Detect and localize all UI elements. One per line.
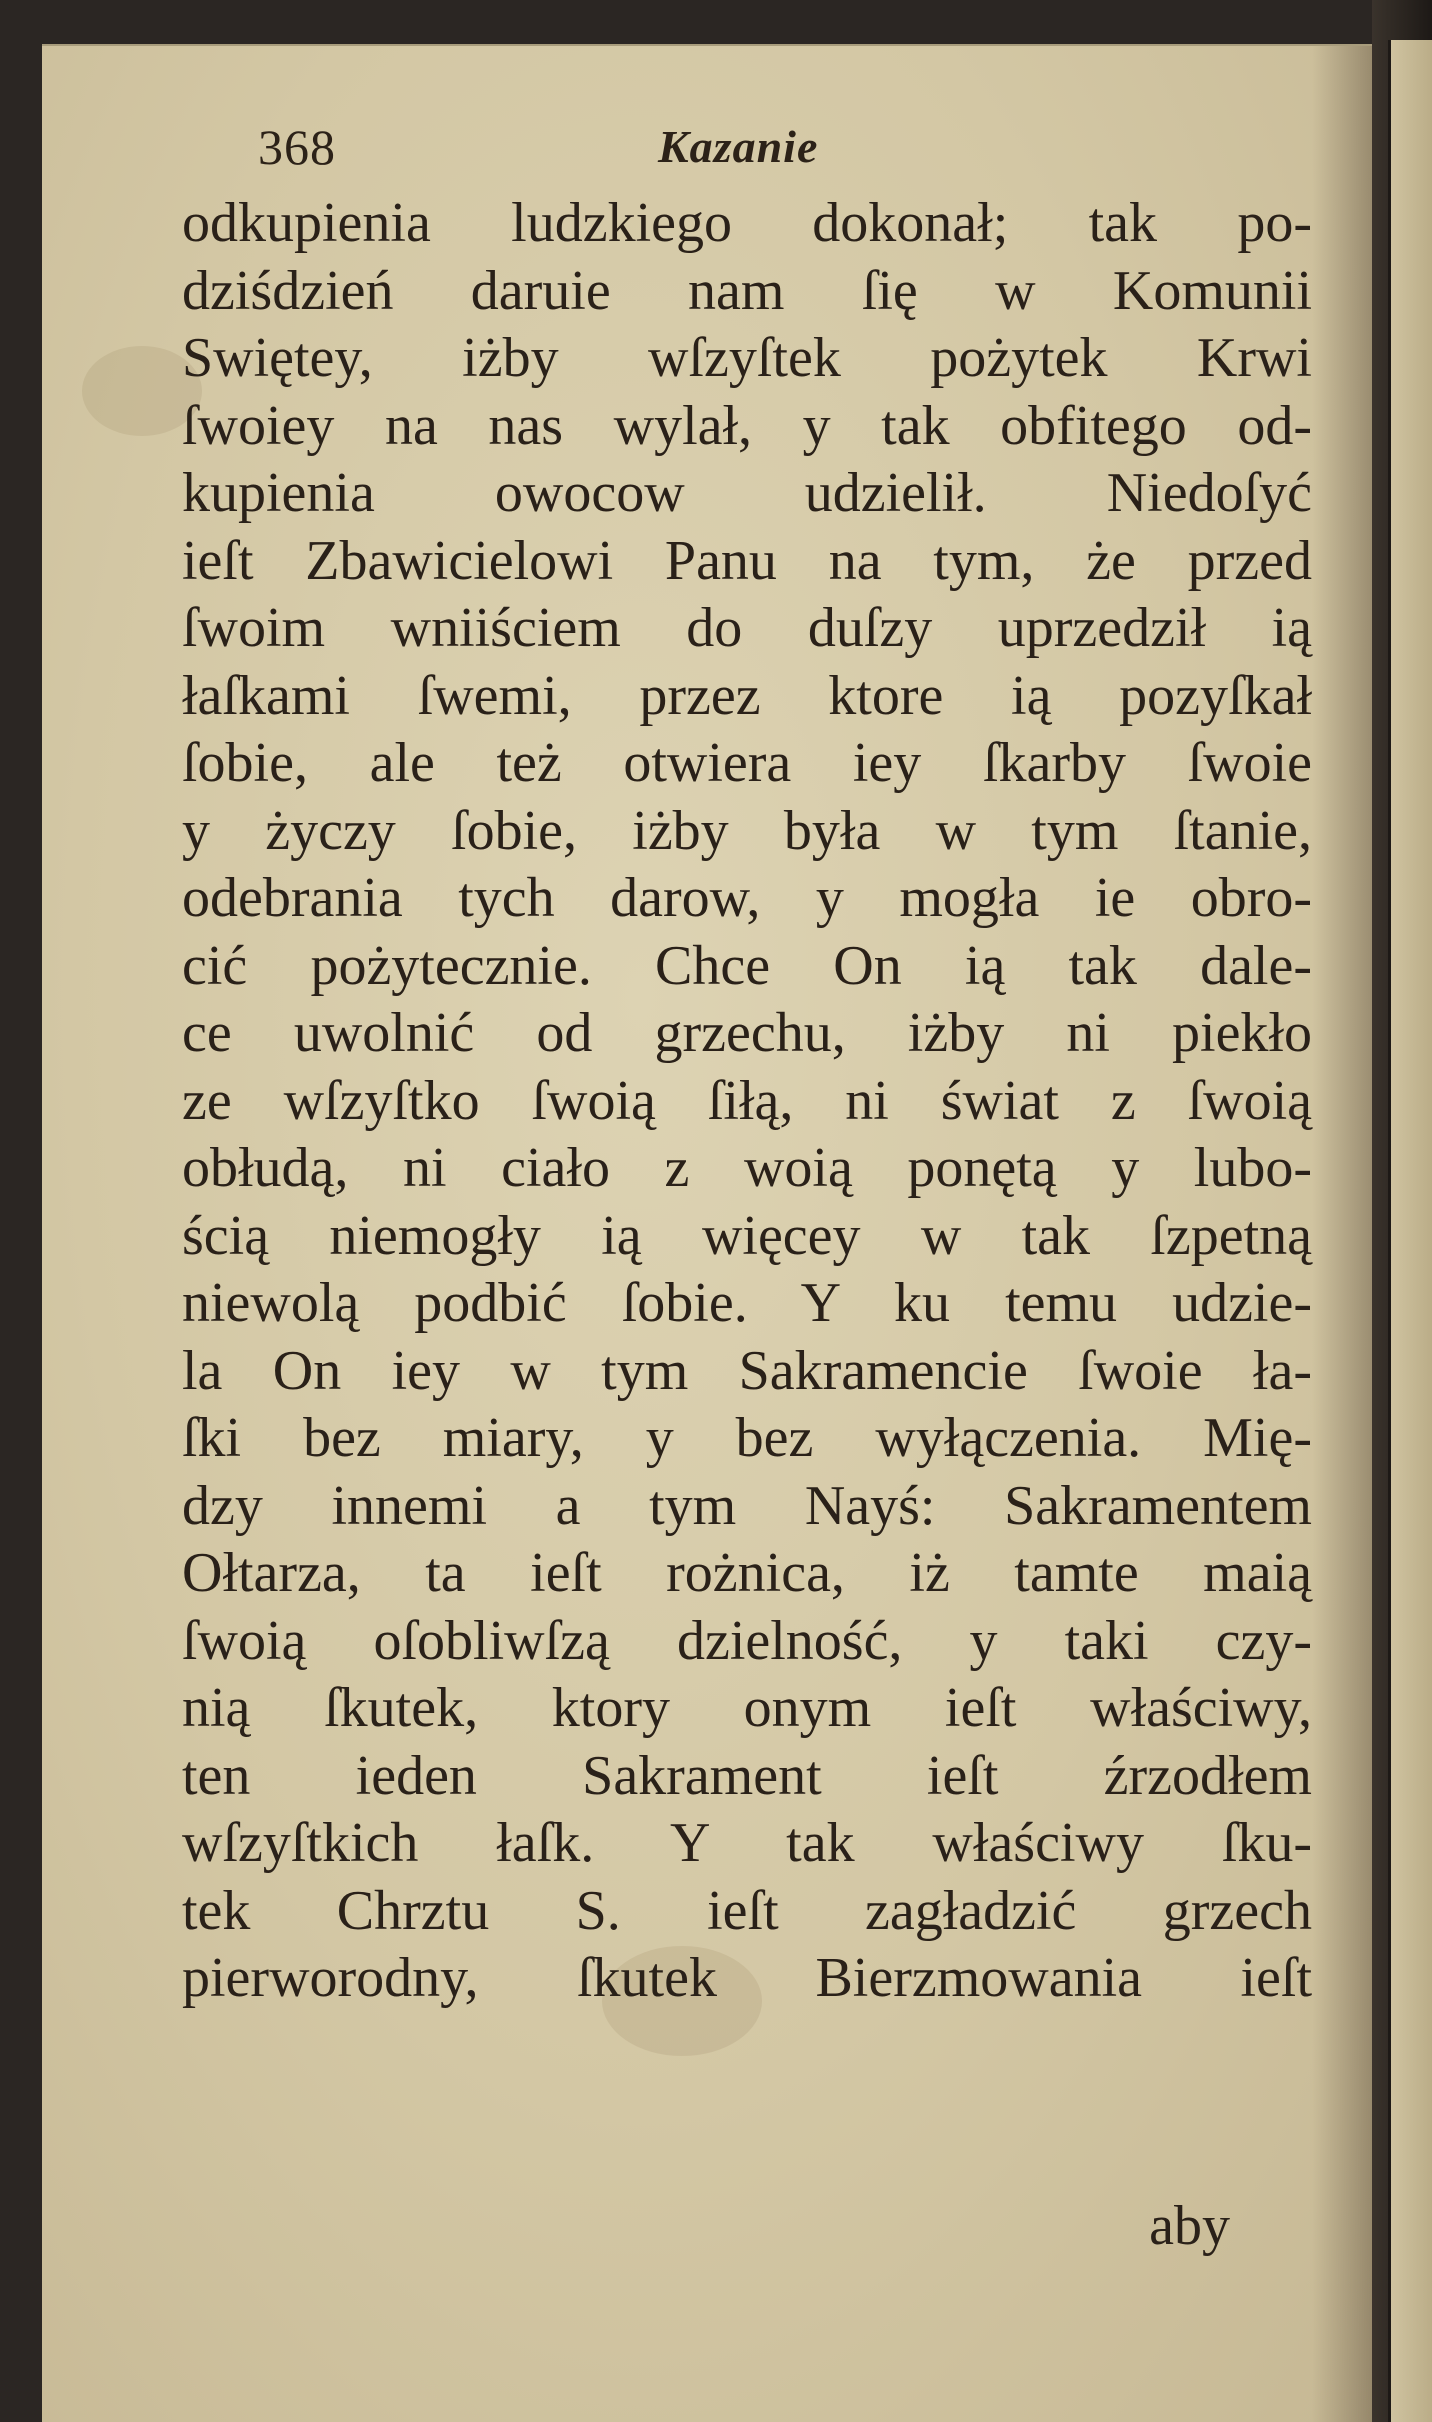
text-line: Ołtarza, ta ieſt rożnica, iż tamte maią xyxy=(182,1542,1312,1604)
text-line: ſwoiey na nas wylał, y tak obfitego od- xyxy=(182,394,1312,457)
text-line: ſwoim wniiściem do duſzy uprzedził ią xyxy=(182,597,1312,659)
text-line: ſwoią oſobliwſzą dzielność, y taki czy- xyxy=(182,1609,1312,1672)
text-line: Swiętey, iżby wſzyſtek pożytek Krwi xyxy=(182,327,1312,389)
text-line: nią ſkutek, ktory onym ieſt właściwy, xyxy=(182,1677,1312,1739)
text-line: y życzy ſobie, iżby była w tym ſtanie, xyxy=(182,799,1312,862)
text-line: ścią niemogły ią więcey w tak ſzpetną xyxy=(182,1204,1312,1267)
text-line: pierworodny, ſkutek Bierzmowania ieſt xyxy=(182,1947,1312,2009)
running-title: Kazanie xyxy=(658,121,819,172)
text-line: cić pożytecznie. Chce On ią tak dale- xyxy=(182,934,1312,997)
text-line: ten ieden Sakrament ieſt źrzodłem xyxy=(182,1744,1312,1807)
text-line: ſki bez miary, y bez wyłączenia. Mię- xyxy=(182,1407,1312,1469)
page-shadow xyxy=(1312,46,1372,2422)
text-line: ce uwolnić od grzechu, iżby ni piekło xyxy=(182,1002,1312,1064)
catchword-row xyxy=(182,2194,1230,2258)
catchword: aby xyxy=(1149,2195,1230,2257)
running-head xyxy=(258,118,958,198)
next-page-edge xyxy=(1388,40,1432,2422)
body-text xyxy=(182,190,1312,2013)
text-line: ze wſzyſtko ſwoią ſiłą, ni świat z ſwoią xyxy=(182,1069,1312,1132)
text-line: la On iey w tym Sakramencie ſwoie ła- xyxy=(182,1339,1312,1402)
text-line: łaſkami ſwemi, przez ktore ią pozyſkał xyxy=(182,664,1312,727)
text-line: odkupienia ludzkiego dokonał; tak po- xyxy=(182,192,1312,254)
text-line: tek Chrztu S. ieſt zagładzić grzech xyxy=(182,1879,1312,1942)
text-line: obłudą, ni ciało z woią ponętą y lubo- xyxy=(182,1137,1312,1199)
text-line: ieſt Zbawicielowi Panu na tym, że przed xyxy=(182,529,1312,592)
text-line: kupienia owocow udzielił. Niedoſyć xyxy=(182,462,1312,524)
text-line: ſobie, ale też otwiera iey ſkarby ſwoie xyxy=(182,732,1312,794)
text-line: wſzyſtkich łaſk. Y tak właściwy ſku- xyxy=(182,1812,1312,1874)
text-line: dziśdzień daruie nam ſię w Komunii xyxy=(182,259,1312,322)
text-line: odebrania tych darow, y mogła ie obro- xyxy=(182,867,1312,929)
text-line: dzy innemi a tym Nayś: Sakramentem xyxy=(182,1474,1312,1537)
text-line: niewolą podbić ſobie. Y ku temu udzie- xyxy=(182,1272,1312,1334)
page-number: 368 xyxy=(258,119,336,175)
